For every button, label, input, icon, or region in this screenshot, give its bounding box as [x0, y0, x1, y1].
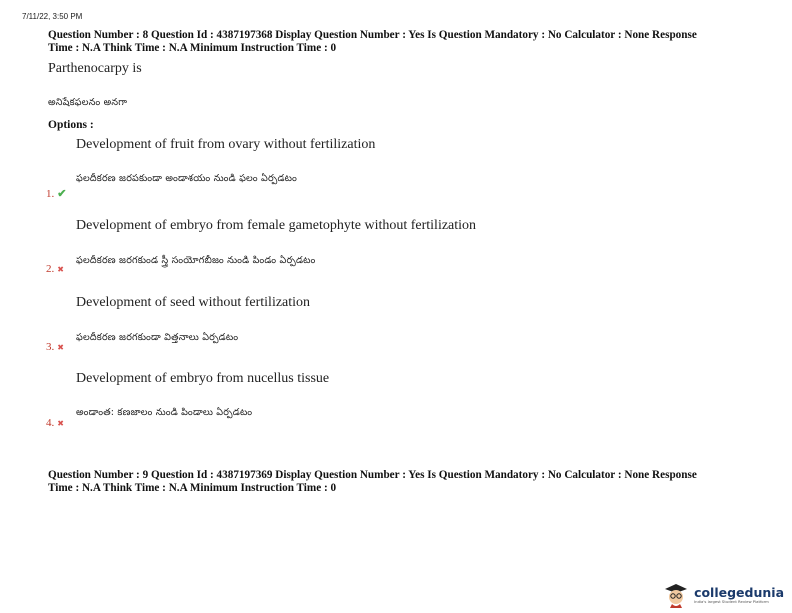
- option-1-english: Development of fruit from ovary without fertilization: [76, 137, 376, 152]
- option-2-telugu: ఫలదీకరణ జరగకుండ స్త్రీ సంయోగబీజం నుండి పిండం ఏర్పడటం: [76, 255, 316, 266]
- option-3-english: Development of seed without fertilization: [76, 295, 311, 310]
- option-3-number: 3.: [46, 341, 55, 353]
- option-1-number: 1.: [46, 187, 55, 200]
- question-8-text-telugu: అనిషేకఫలనం అనగా: [48, 97, 128, 108]
- option-4-telugu: అండాంత: కణజాలం నుండి పిండాలు ఏర్పడటం: [76, 407, 253, 418]
- question-8-meta-line2: Time : N.A Think Time : N.A Minimum Instruction Time : 0: [48, 41, 337, 54]
- cross-icon: ✖: [57, 264, 64, 274]
- question-9-meta-line1: Question Number : 9 Question Id : 4387197369 Display Question Number : Yes Is Question Mandatory : No Calculator : None Response: [48, 469, 697, 481]
- option-2-english: Development of embryo from female gametophyte without fertilization: [76, 218, 477, 233]
- collegedunia-logo: [662, 582, 784, 608]
- cross-icon: ✖: [57, 342, 64, 352]
- question-9-meta-line2: Time : N.A Think Time : N.A Minimum Instruction Time : 0: [48, 481, 337, 494]
- logo-tagline: India's largest Student Review Platform: [694, 599, 769, 604]
- option-3-telugu: ఫలదీకరణ జరగకుండా విత్తనాలు ఏర్పడటం: [76, 332, 239, 343]
- option-4-english: Development of embryo from nucellus tissue: [76, 371, 330, 386]
- option-2-marker: [46, 263, 64, 275]
- option-1-telugu: ఫలదీకరణ జరపకుండా అండాశయం నుండి ఫలం ఏర్పడటం: [76, 173, 298, 184]
- option-1-marker: [46, 187, 66, 200]
- question-8-meta-line1: Question Number : 8 Question Id : 4387197368 Display Question Number : Yes Is Question Mandatory : No Calculator : None Response: [48, 29, 697, 41]
- option-3-marker: [46, 341, 64, 353]
- question-8-meta: [48, 29, 768, 54]
- question-8-text-english: Parthenocarpy is: [48, 61, 142, 76]
- options-label: Options :: [48, 119, 94, 131]
- logo-name: collegedunia: [694, 585, 784, 600]
- option-4-marker: [46, 417, 64, 429]
- cross-icon: ✖: [57, 418, 64, 428]
- question-9-meta: [48, 469, 768, 494]
- option-2-number: 2.: [46, 263, 55, 275]
- print-timestamp: 7/11/22, 3:50 PM: [22, 12, 83, 21]
- check-icon: ✔: [57, 188, 67, 200]
- student-mascot-icon: [662, 582, 690, 608]
- option-4-number: 4.: [46, 417, 55, 429]
